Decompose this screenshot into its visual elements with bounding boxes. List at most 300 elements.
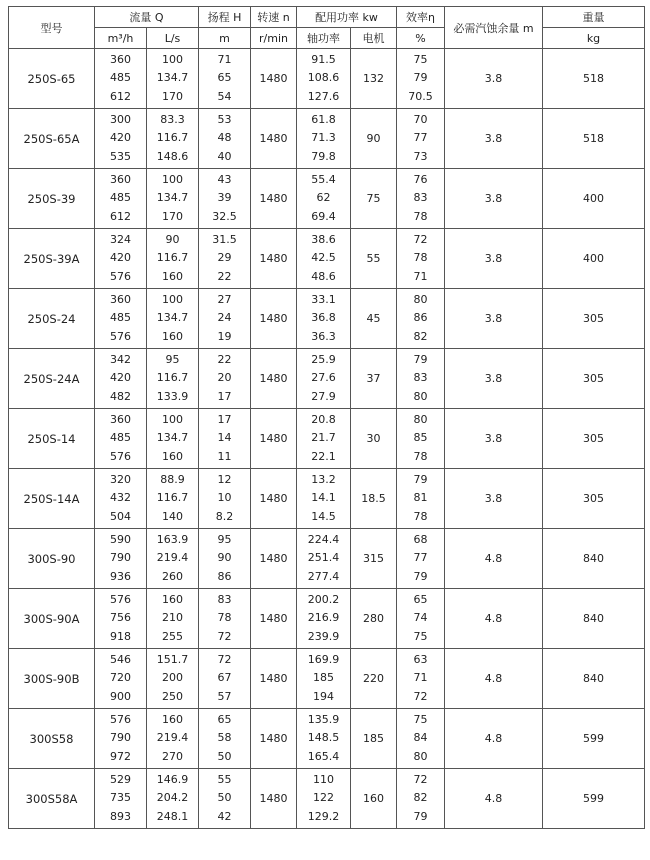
head-cell <box>199 349 251 409</box>
flow-ls-cell <box>147 169 199 229</box>
efficiency-value: 86 <box>413 311 428 325</box>
shaft-power-value: 200.2 <box>307 592 340 606</box>
weight-cell: 599 <box>543 709 645 769</box>
flow-m3h-value: 432 <box>110 491 131 505</box>
shaft-power-value: 36.3 <box>311 329 336 343</box>
head-value: 72 <box>217 629 232 643</box>
efficiency-cell <box>397 469 445 529</box>
head-cell <box>199 49 251 109</box>
header-row-top <box>9 7 645 28</box>
weight-cell: 518 <box>543 49 645 109</box>
shaft-power-value: 21.7 <box>311 431 336 445</box>
efficiency-cell <box>397 649 445 709</box>
npsh-cell: 3.8 <box>445 229 543 289</box>
flow-m3h-value: 735 <box>110 791 131 805</box>
npsh-cell: 3.8 <box>445 349 543 409</box>
flow-ls-value: 219.4 <box>156 731 189 745</box>
weight-cell: 840 <box>543 529 645 589</box>
flow-ls-value: 100 <box>162 412 183 426</box>
head-value: 72 <box>217 652 232 666</box>
table-row <box>9 169 645 229</box>
shaft-power-value: 129.2 <box>307 809 340 823</box>
efficiency-value: 85 <box>413 431 428 445</box>
flow-ls-value: 163.9 <box>156 532 189 546</box>
speed-cell: 1480 <box>251 709 297 769</box>
speed-cell: 1480 <box>251 49 297 109</box>
head-cell <box>199 229 251 289</box>
flow-m3h-value: 482 <box>110 389 131 403</box>
flow-ls-value: 116.7 <box>156 131 189 145</box>
shaft-power-value: 42.5 <box>311 251 336 265</box>
efficiency-value: 70 <box>413 112 428 126</box>
flow-ls-value: 83.3 <box>160 112 185 126</box>
shaft-power-value: 185 <box>313 671 334 685</box>
efficiency-value: 75 <box>413 52 428 66</box>
weight-cell: 518 <box>543 109 645 169</box>
flow-m3h-cell <box>95 229 147 289</box>
model-cell: 250S-39A <box>9 229 95 289</box>
speed-cell: 1480 <box>251 769 297 829</box>
shaft-power-value: 14.1 <box>311 491 336 505</box>
flow-m3h-cell <box>95 649 147 709</box>
flow-m3h-cell <box>95 289 147 349</box>
weight-cell: 305 <box>543 289 645 349</box>
npsh-cell: 3.8 <box>445 409 543 469</box>
flow-m3h-value: 300 <box>110 112 131 126</box>
weight-cell: 305 <box>543 469 645 529</box>
flow-ls-value: 204.2 <box>156 791 189 805</box>
speed-cell: 1480 <box>251 229 297 289</box>
flow-ls-cell <box>147 469 199 529</box>
head-cell <box>199 169 251 229</box>
flow-m3h-value: 790 <box>110 551 131 565</box>
head-value: 78 <box>217 611 232 625</box>
efficiency-cell <box>397 409 445 469</box>
shaft-power-value: 135.9 <box>307 712 340 726</box>
efficiency-cell <box>397 169 445 229</box>
head-value: 57 <box>217 689 232 703</box>
unit-efficiency: % <box>397 28 445 49</box>
flow-ls-value: 200 <box>162 671 183 685</box>
model-cell: 300S-90A <box>9 589 95 649</box>
shaft-power-value: 22.1 <box>311 449 336 463</box>
efficiency-value: 83 <box>413 191 428 205</box>
flow-ls-value: 134.7 <box>156 71 189 85</box>
flow-m3h-value: 936 <box>110 569 131 583</box>
flow-m3h-value: 576 <box>110 449 131 463</box>
head-cell <box>199 289 251 349</box>
table-row <box>9 769 645 829</box>
flow-ls-cell <box>147 589 199 649</box>
header-efficiency: 效率η <box>397 7 445 28</box>
flow-ls-value: 140 <box>162 509 183 523</box>
shaft-power-cell <box>297 289 351 349</box>
table-row <box>9 589 645 649</box>
header-model: 型号 <box>9 7 95 49</box>
flow-m3h-value: 320 <box>110 472 131 486</box>
npsh-cell: 3.8 <box>445 49 543 109</box>
model-cell: 250S-24 <box>9 289 95 349</box>
head-value: 14 <box>217 431 232 445</box>
table-row <box>9 49 645 109</box>
flow-ls-value: 160 <box>162 592 183 606</box>
flow-m3h-value: 720 <box>110 671 131 685</box>
shaft-power-value: 79.8 <box>311 149 336 163</box>
flow-m3h-value: 485 <box>110 71 131 85</box>
shaft-power-cell <box>297 229 351 289</box>
flow-m3h-value: 324 <box>110 232 131 246</box>
npsh-cell: 4.8 <box>445 649 543 709</box>
head-value: 12 <box>217 472 232 486</box>
efficiency-value: 79 <box>413 809 428 823</box>
header-row-units <box>9 28 645 49</box>
flow-m3h-value: 612 <box>110 89 131 103</box>
flow-ls-cell <box>147 109 199 169</box>
efficiency-cell <box>397 589 445 649</box>
flow-ls-cell <box>147 49 199 109</box>
efficiency-value: 71 <box>413 671 428 685</box>
shaft-power-cell <box>297 49 351 109</box>
npsh-cell: 4.8 <box>445 589 543 649</box>
head-value: 54 <box>217 89 232 103</box>
flow-m3h-cell <box>95 49 147 109</box>
head-value: 65 <box>217 71 232 85</box>
flow-m3h-value: 612 <box>110 209 131 223</box>
efficiency-value: 73 <box>413 149 428 163</box>
shaft-power-value: 277.4 <box>307 569 340 583</box>
flow-ls-value: 134.7 <box>156 311 189 325</box>
efficiency-cell <box>397 769 445 829</box>
flow-ls-value: 160 <box>162 269 183 283</box>
flow-m3h-cell <box>95 769 147 829</box>
efficiency-value: 80 <box>413 292 428 306</box>
flow-ls-value: 255 <box>162 629 183 643</box>
table-row <box>9 229 645 289</box>
weight-cell: 599 <box>543 769 645 829</box>
flow-ls-value: 170 <box>162 209 183 223</box>
head-cell <box>199 589 251 649</box>
efficiency-value: 78 <box>413 449 428 463</box>
head-value: 17 <box>217 412 232 426</box>
head-cell <box>199 409 251 469</box>
shaft-power-value: 69.4 <box>311 209 336 223</box>
head-value: 42 <box>217 809 232 823</box>
head-value: 29 <box>217 251 232 265</box>
header-flow: 流量 Q <box>95 7 199 28</box>
head-value: 43 <box>217 172 232 186</box>
head-cell <box>199 109 251 169</box>
shaft-power-cell <box>297 709 351 769</box>
head-value: 8.2 <box>215 509 234 523</box>
efficiency-value: 74 <box>413 611 428 625</box>
efficiency-value: 70.5 <box>408 89 433 103</box>
efficiency-value: 79 <box>413 352 428 366</box>
shaft-power-cell <box>297 529 351 589</box>
flow-ls-value: 95 <box>165 352 180 366</box>
head-value: 24 <box>217 311 232 325</box>
flow-m3h-value: 504 <box>110 509 131 523</box>
efficiency-value: 78 <box>413 251 428 265</box>
weight-cell: 400 <box>543 169 645 229</box>
flow-ls-value: 100 <box>162 172 183 186</box>
flow-ls-cell <box>147 649 199 709</box>
flow-ls-cell <box>147 709 199 769</box>
head-value: 65 <box>217 712 232 726</box>
flow-m3h-value: 576 <box>110 269 131 283</box>
flow-m3h-value: 900 <box>110 689 131 703</box>
flow-m3h-cell <box>95 469 147 529</box>
speed-cell: 1480 <box>251 649 297 709</box>
efficiency-value: 76 <box>413 172 428 186</box>
efficiency-value: 75 <box>413 712 428 726</box>
shaft-power-value: 108.6 <box>307 71 340 85</box>
flow-ls-value: 151.7 <box>156 652 189 666</box>
flow-ls-value: 100 <box>162 292 183 306</box>
flow-ls-cell <box>147 349 199 409</box>
efficiency-value: 79 <box>413 569 428 583</box>
header-head: 扬程 H <box>199 7 251 28</box>
table-row <box>9 409 645 469</box>
flow-m3h-value: 529 <box>110 772 131 786</box>
header-weight: 重量 <box>543 7 645 28</box>
flow-ls-value: 100 <box>162 52 183 66</box>
efficiency-value: 65 <box>413 592 428 606</box>
speed-cell: 1480 <box>251 529 297 589</box>
head-value: 10 <box>217 491 232 505</box>
model-cell: 300S58A <box>9 769 95 829</box>
flow-m3h-cell <box>95 349 147 409</box>
motor-power-cell: 75 <box>351 169 397 229</box>
efficiency-cell <box>397 709 445 769</box>
speed-cell: 1480 <box>251 289 297 349</box>
flow-ls-value: 133.9 <box>156 389 189 403</box>
efficiency-value: 72 <box>413 232 428 246</box>
flow-m3h-cell <box>95 529 147 589</box>
shaft-power-cell <box>297 409 351 469</box>
table-row <box>9 469 645 529</box>
motor-power-cell: 18.5 <box>351 469 397 529</box>
efficiency-cell <box>397 529 445 589</box>
shaft-power-value: 13.2 <box>311 472 336 486</box>
flow-ls-value: 260 <box>162 569 183 583</box>
flow-ls-value: 116.7 <box>156 491 189 505</box>
efficiency-value: 78 <box>413 509 428 523</box>
header-speed: 转速 n <box>251 7 297 28</box>
flow-m3h-value: 972 <box>110 749 131 763</box>
flow-m3h-value: 576 <box>110 712 131 726</box>
efficiency-value: 68 <box>413 532 428 546</box>
flow-ls-value: 160 <box>162 449 183 463</box>
flow-ls-value: 160 <box>162 329 183 343</box>
efficiency-value: 80 <box>413 749 428 763</box>
flow-ls-value: 248.1 <box>156 809 189 823</box>
weight-cell: 305 <box>543 349 645 409</box>
head-cell <box>199 649 251 709</box>
flow-m3h-value: 756 <box>110 611 131 625</box>
head-value: 90 <box>217 551 232 565</box>
motor-power-cell: 90 <box>351 109 397 169</box>
head-value: 53 <box>217 112 232 126</box>
unit-flow-m3h: m³/h <box>95 28 147 49</box>
motor-power-cell: 132 <box>351 49 397 109</box>
head-cell <box>199 529 251 589</box>
model-cell: 300S58 <box>9 709 95 769</box>
table-row <box>9 649 645 709</box>
unit-shaft-power: 轴功率 <box>297 28 351 49</box>
motor-power-cell: 280 <box>351 589 397 649</box>
shaft-power-value: 165.4 <box>307 749 340 763</box>
efficiency-value: 79 <box>413 472 428 486</box>
shaft-power-value: 110 <box>313 772 334 786</box>
head-value: 55 <box>217 772 232 786</box>
table-row <box>9 349 645 409</box>
flow-ls-value: 116.7 <box>156 251 189 265</box>
motor-power-cell: 185 <box>351 709 397 769</box>
shaft-power-value: 216.9 <box>307 611 340 625</box>
head-value: 71 <box>217 52 232 66</box>
model-cell: 250S-65 <box>9 49 95 109</box>
unit-head: m <box>199 28 251 49</box>
head-value: 31.5 <box>212 232 237 246</box>
model-cell: 250S-39 <box>9 169 95 229</box>
head-cell <box>199 469 251 529</box>
speed-cell: 1480 <box>251 469 297 529</box>
head-value: 95 <box>217 532 232 546</box>
flow-ls-cell <box>147 289 199 349</box>
head-value: 20 <box>217 371 232 385</box>
flow-ls-value: 270 <box>162 749 183 763</box>
npsh-cell: 4.8 <box>445 709 543 769</box>
flow-m3h-value: 420 <box>110 131 131 145</box>
shaft-power-value: 33.1 <box>311 292 336 306</box>
weight-cell: 305 <box>543 409 645 469</box>
shaft-power-cell <box>297 589 351 649</box>
efficiency-value: 77 <box>413 131 428 145</box>
shaft-power-value: 148.5 <box>307 731 340 745</box>
flow-m3h-cell <box>95 709 147 769</box>
efficiency-value: 71 <box>413 269 428 283</box>
motor-power-cell: 160 <box>351 769 397 829</box>
flow-ls-value: 134.7 <box>156 431 189 445</box>
flow-m3h-value: 893 <box>110 809 131 823</box>
head-value: 17 <box>217 389 232 403</box>
npsh-cell: 4.8 <box>445 529 543 589</box>
model-cell: 250S-65A <box>9 109 95 169</box>
flow-m3h-value: 420 <box>110 371 131 385</box>
flow-m3h-cell <box>95 109 147 169</box>
head-value: 32.5 <box>212 209 237 223</box>
shaft-power-value: 62 <box>316 191 331 205</box>
head-value: 58 <box>217 731 232 745</box>
flow-ls-value: 90 <box>165 232 180 246</box>
speed-cell: 1480 <box>251 109 297 169</box>
flow-ls-value: 88.9 <box>160 472 185 486</box>
efficiency-value: 72 <box>413 772 428 786</box>
shaft-power-value: 122 <box>313 791 334 805</box>
header-npsh: 必需汽蚀余量 m <box>445 7 543 49</box>
efficiency-value: 79 <box>413 71 428 85</box>
speed-cell: 1480 <box>251 589 297 649</box>
flow-m3h-cell <box>95 589 147 649</box>
shaft-power-value: 127.6 <box>307 89 340 103</box>
flow-ls-value: 146.9 <box>156 772 189 786</box>
efficiency-cell <box>397 49 445 109</box>
shaft-power-value: 91.5 <box>311 52 336 66</box>
flow-m3h-value: 546 <box>110 652 131 666</box>
motor-power-cell: 30 <box>351 409 397 469</box>
motor-power-cell: 315 <box>351 529 397 589</box>
weight-cell: 840 <box>543 649 645 709</box>
unit-flow-ls: L/s <box>147 28 199 49</box>
model-cell: 300S-90B <box>9 649 95 709</box>
flow-m3h-value: 790 <box>110 731 131 745</box>
head-value: 86 <box>217 569 232 583</box>
efficiency-value: 84 <box>413 731 428 745</box>
flow-m3h-value: 360 <box>110 292 131 306</box>
table-body <box>9 49 645 829</box>
shaft-power-cell <box>297 109 351 169</box>
flow-ls-cell <box>147 529 199 589</box>
shaft-power-value: 61.8 <box>311 112 336 126</box>
shaft-power-cell <box>297 349 351 409</box>
shaft-power-value: 48.6 <box>311 269 336 283</box>
efficiency-value: 82 <box>413 791 428 805</box>
flow-m3h-value: 576 <box>110 592 131 606</box>
shaft-power-value: 194 <box>313 689 334 703</box>
speed-cell: 1480 <box>251 409 297 469</box>
pump-spec-table <box>8 6 645 829</box>
flow-m3h-value: 360 <box>110 412 131 426</box>
efficiency-value: 81 <box>413 491 428 505</box>
shaft-power-cell <box>297 769 351 829</box>
speed-cell: 1480 <box>251 169 297 229</box>
flow-ls-value: 160 <box>162 712 183 726</box>
npsh-cell: 3.8 <box>445 169 543 229</box>
flow-m3h-value: 360 <box>110 52 131 66</box>
npsh-cell: 3.8 <box>445 289 543 349</box>
model-cell: 250S-14 <box>9 409 95 469</box>
head-value: 50 <box>217 791 232 805</box>
head-value: 22 <box>217 352 232 366</box>
efficiency-value: 80 <box>413 389 428 403</box>
efficiency-value: 72 <box>413 689 428 703</box>
shaft-power-value: 251.4 <box>307 551 340 565</box>
weight-cell: 840 <box>543 589 645 649</box>
shaft-power-cell <box>297 469 351 529</box>
table-row <box>9 709 645 769</box>
npsh-cell: 4.8 <box>445 769 543 829</box>
efficiency-value: 82 <box>413 329 428 343</box>
head-value: 19 <box>217 329 232 343</box>
flow-m3h-value: 342 <box>110 352 131 366</box>
motor-power-cell: 55 <box>351 229 397 289</box>
motor-power-cell: 220 <box>351 649 397 709</box>
head-value: 67 <box>217 671 232 685</box>
head-value: 22 <box>217 269 232 283</box>
flow-m3h-value: 485 <box>110 191 131 205</box>
head-cell <box>199 769 251 829</box>
efficiency-cell <box>397 229 445 289</box>
head-value: 40 <box>217 149 232 163</box>
efficiency-value: 63 <box>413 652 428 666</box>
speed-cell: 1480 <box>251 349 297 409</box>
shaft-power-value: 14.5 <box>311 509 336 523</box>
shaft-power-value: 169.9 <box>307 652 340 666</box>
shaft-power-value: 25.9 <box>311 352 336 366</box>
flow-m3h-value: 485 <box>110 311 131 325</box>
shaft-power-value: 71.3 <box>311 131 336 145</box>
efficiency-value: 77 <box>413 551 428 565</box>
